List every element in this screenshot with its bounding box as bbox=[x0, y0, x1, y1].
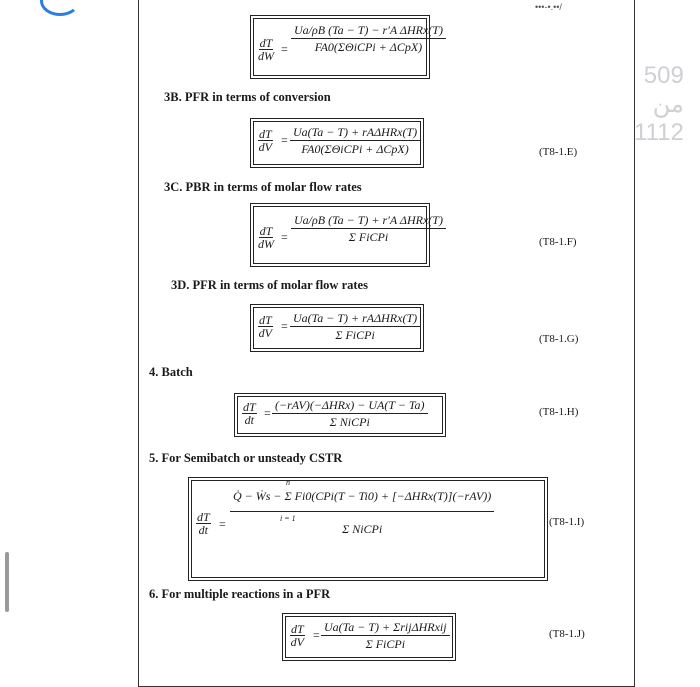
equation-fraction: Q̇ − Ẇs − Σ Fi0(CPi(T − Ti0) + [−ΔHRx(T)](−rAV)) Σ NiCPi bbox=[230, 489, 494, 537]
equals-sign: = bbox=[281, 133, 288, 147]
equation-box-semibatch bbox=[191, 480, 545, 578]
heading-3c: 3C. PBR in terms of molar flow rates bbox=[164, 180, 362, 194]
equation-box-batch bbox=[237, 396, 443, 434]
equation-box-multiple bbox=[285, 616, 453, 658]
equation-fraction: Ua/ρB (Ta − T) − r′A ΔHRx(T) FA0(ΣΘiCPi + ΔCpX) bbox=[291, 23, 446, 55]
equation-lhs: dT dV bbox=[258, 127, 273, 154]
heading-3d: 3D. PFR in terms of molar flow rates bbox=[171, 278, 368, 292]
page-top-mark: •••-•.••/ bbox=[535, 2, 562, 12]
equals-sign: = bbox=[264, 406, 271, 420]
back-arc-icon[interactable] bbox=[40, 0, 80, 16]
equals-sign: = bbox=[281, 42, 288, 56]
equals-sign: = bbox=[281, 319, 288, 333]
equals-sign: = bbox=[313, 628, 320, 642]
equation-label: (T8-1.F) bbox=[539, 236, 577, 248]
heading-semibatch: 5. For Semibatch or unsteady CSTR bbox=[149, 451, 343, 465]
equation-lhs: dT dV bbox=[258, 313, 273, 340]
equation-label: (T8-1.I) bbox=[549, 516, 585, 528]
equation-lhs: dT dW bbox=[258, 36, 274, 63]
equation-lhs: dT dt bbox=[197, 510, 210, 537]
equation-fraction: Ua(Ta − T) + ΣrijΔHRxij Σ FiCPi bbox=[321, 620, 450, 652]
sum-upper-limit: n bbox=[286, 478, 290, 487]
equation-lhs: dT dW bbox=[258, 224, 274, 251]
equation-box-pfr-molar bbox=[253, 307, 421, 349]
document-page bbox=[138, 0, 684, 687]
equation-box-pbr-conversion bbox=[253, 18, 443, 76]
heading-3b: 3B. PFR in terms of conversion bbox=[164, 90, 331, 104]
scroll-handle[interactable] bbox=[5, 552, 9, 612]
heading-batch: 4. Batch bbox=[149, 365, 193, 379]
equation-label: (T8-1.E) bbox=[539, 146, 578, 158]
equation-box-pfr-conversion bbox=[253, 121, 421, 165]
sum-lower-limit: i = 1 bbox=[280, 514, 296, 523]
equals-sign: = bbox=[219, 517, 226, 531]
equation-fraction: (−rAV)(−ΔHRx) − UA(T − Ta) Σ NiCPi bbox=[272, 398, 428, 430]
equation-label: (T8-1.G) bbox=[539, 333, 579, 345]
equation-fraction: Ua/ρB (Ta − T) + r′A ΔHRx(T) Σ FiCPi bbox=[291, 213, 446, 245]
equation-label: (T8-1.J) bbox=[549, 628, 585, 640]
equals-sign: = bbox=[281, 230, 288, 244]
equation-fraction: Ua(Ta − T) + rAΔHRx(T) Σ FiCPi bbox=[290, 311, 420, 343]
equation-lhs: dT dV bbox=[290, 622, 305, 649]
equation-label: (T8-1.H) bbox=[539, 406, 579, 418]
heading-multiple: 6. For multiple reactions in a PFR bbox=[149, 587, 331, 601]
equation-lhs: dT dt bbox=[243, 400, 256, 427]
page-counter: 509 من 1112 bbox=[634, 62, 684, 146]
equation-box-pbr-molar bbox=[253, 206, 443, 264]
equation-fraction: Ua(Ta − T) + rAΔHRx(T) FA0(ΣΘiCPi + ΔCpX) bbox=[290, 125, 420, 157]
